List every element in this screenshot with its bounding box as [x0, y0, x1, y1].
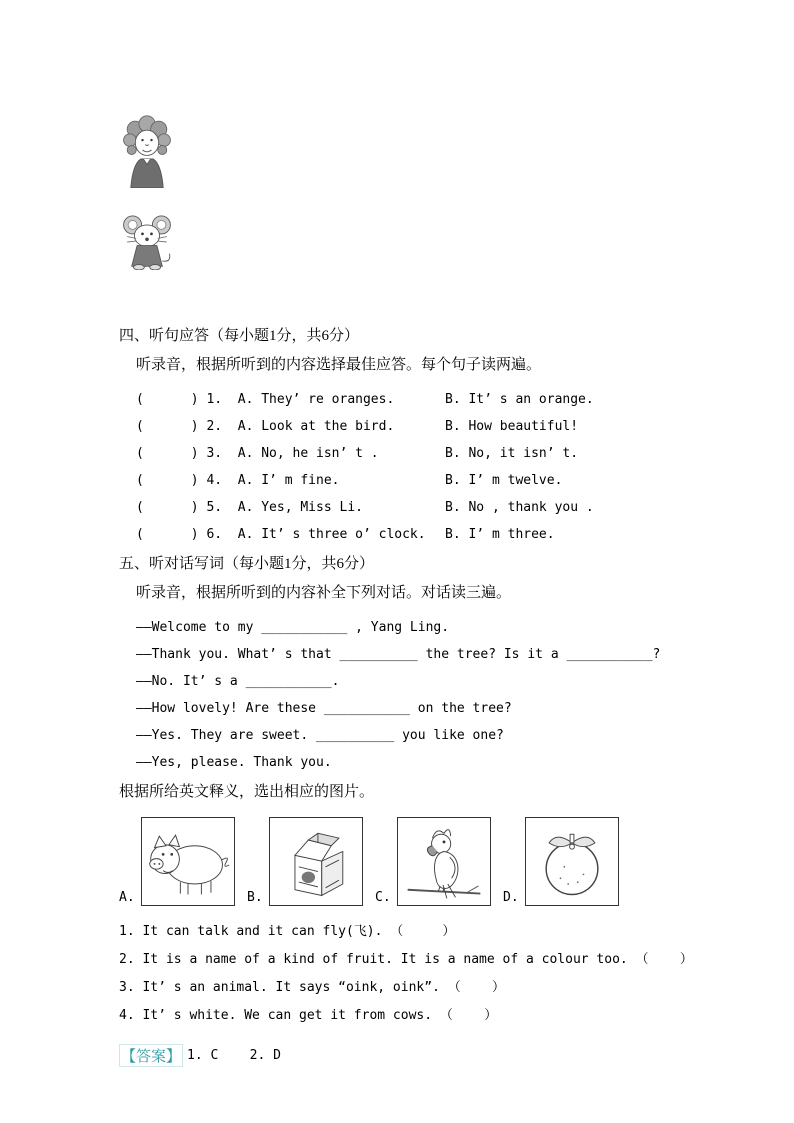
section-four-items	[119, 386, 754, 548]
dialogue-line: ——Welcome to my ___________ , Yang Ling.	[136, 620, 450, 635]
definition-question: 1. It can talk and it can fly(飞). （ ）	[119, 924, 456, 939]
choice-b: B. It’ s an orange.	[445, 392, 594, 407]
option-label: B.	[247, 890, 263, 905]
choice-a: ( ) 2. A. Look at the bird.	[136, 419, 395, 434]
pig-icon	[144, 822, 232, 902]
choice-row	[136, 521, 754, 548]
choice-row	[136, 494, 754, 521]
section-five-instruction: 听录音，根据所听到的内容补全下列对话。对话读三遍。	[136, 585, 512, 601]
dialogue-line: ——Thank you. What’ s that __________ the tree? Is it a ___________?	[136, 647, 661, 662]
definition-question: 2. It is a name of a kind of fruit. It is a name of a colour too. （ ）	[119, 952, 693, 967]
orange-icon	[528, 822, 616, 902]
choice-row	[136, 413, 754, 440]
choice-row	[136, 440, 754, 467]
definition-question: 3. It’ s an animal. It says “oink, oink”. （ ）	[119, 980, 506, 995]
mouse-illustration-icon	[120, 214, 754, 270]
picture-option-c	[375, 817, 491, 906]
choice-a: ( ) 4. A. I’ m fine.	[136, 473, 340, 488]
section-four-title: 四、听句应答（每小题1分，共6分）	[119, 328, 360, 344]
picture-option-a	[119, 817, 235, 906]
picture-box	[269, 817, 363, 906]
picture-box	[525, 817, 619, 906]
choice-row	[136, 386, 754, 413]
picture-option-b	[247, 817, 363, 906]
choice-b: B. I’ m three.	[445, 527, 555, 542]
milk-carton-icon	[272, 822, 360, 902]
section-four-instruction: 听录音，根据所听到的内容选择最佳应答。每个句子读两遍。	[136, 357, 542, 373]
choice-a: ( ) 3. A. No, he isn’ t .	[136, 446, 379, 461]
definition-question: 4. It’ s white. We can get it from cows. （ ）	[119, 1008, 498, 1023]
choice-b: B. I’ m twelve.	[445, 473, 563, 488]
option-label: A.	[119, 890, 135, 905]
option-label: D.	[503, 890, 519, 905]
choice-a: ( ) 6. A. It’ s three o’ clock.	[136, 527, 426, 542]
grandma-illustration-icon	[120, 112, 754, 188]
choice-a: ( ) 1. A. They’ re oranges.	[136, 392, 395, 407]
section-five-title: 五、听对话写词（每小题1分，共6分）	[119, 556, 375, 572]
choice-b: B. No, it isn’ t.	[445, 446, 579, 461]
picture-box	[141, 817, 235, 906]
picture-section-instruction: 根据所给英文释义，选出相应的图片。	[119, 784, 375, 800]
dialogue-line: ——No. It’ s a ___________.	[136, 674, 340, 689]
dialogue-line: ——Yes. They are sweet. __________ you like one?	[136, 728, 504, 743]
parrot-icon	[400, 822, 488, 902]
answer-value: 1. C 2. D	[187, 1048, 281, 1063]
answer-label: 【答案】	[119, 1044, 183, 1067]
dialogue-line: ——How lovely! Are these ___________ on the tree?	[136, 701, 512, 716]
picture-option-d	[503, 817, 619, 906]
choice-row	[136, 467, 754, 494]
choice-b: B. No , thank you .	[445, 500, 594, 515]
dialogue	[119, 614, 754, 776]
choice-b: B. How beautiful!	[445, 419, 579, 434]
picture-options	[119, 817, 754, 906]
picture-box	[397, 817, 491, 906]
option-label: C.	[375, 890, 391, 905]
dialogue-line: ——Yes, please. Thank you.	[136, 755, 332, 770]
definition-questions	[119, 918, 754, 1030]
answer-row	[119, 1044, 754, 1067]
choice-a: ( ) 5. A. Yes, Miss Li.	[136, 500, 363, 515]
